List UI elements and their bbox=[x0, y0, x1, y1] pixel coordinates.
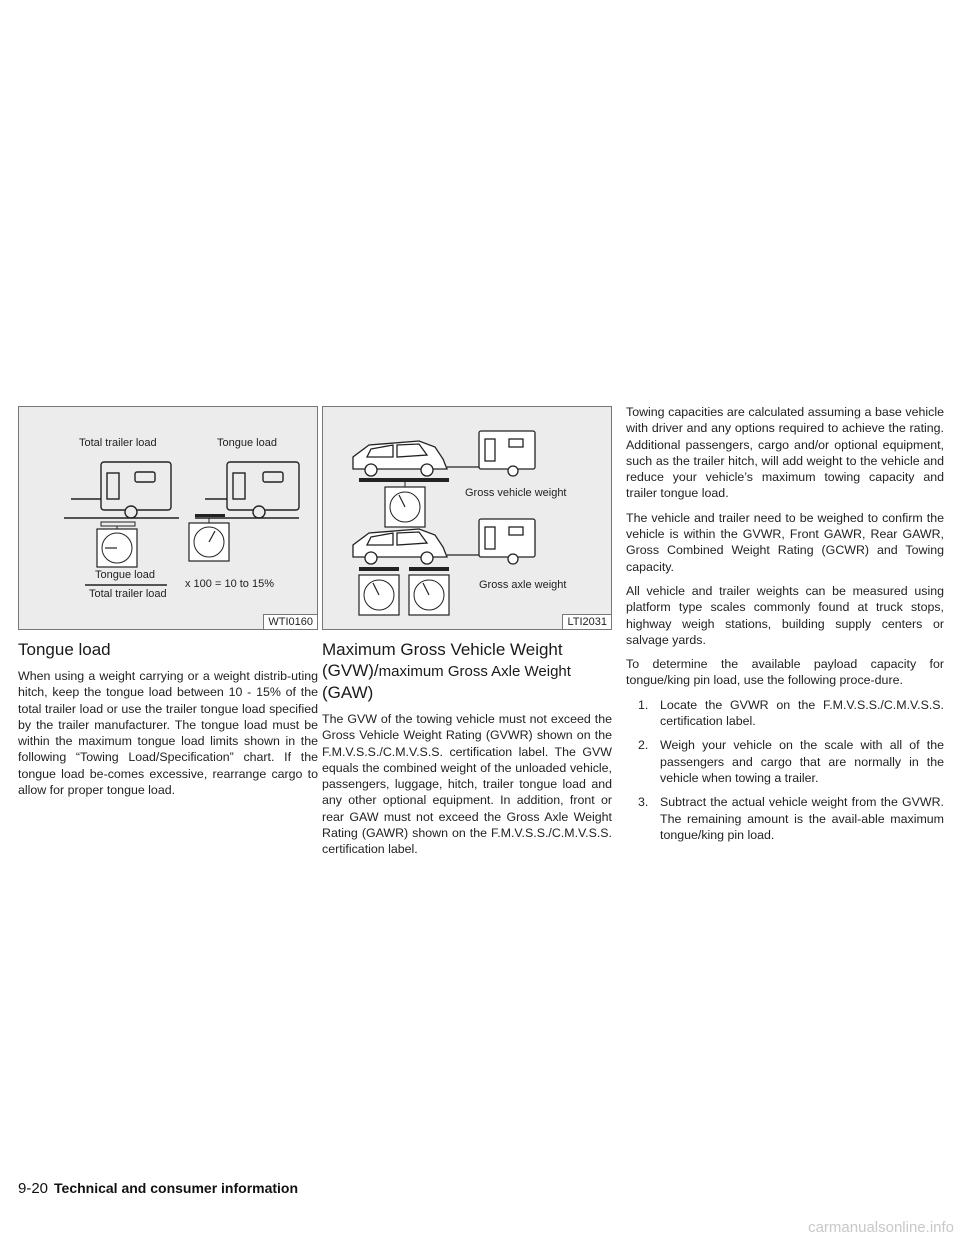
step-number: 2. bbox=[638, 738, 649, 753]
step-text: Weigh your vehicle on the scale with all of the passengers and cargo that are normally in the vehicle when towing a trailer. bbox=[660, 738, 944, 785]
heading-part-3: (GAW) bbox=[322, 683, 374, 702]
label-gross-axle-weight: Gross axle weight bbox=[479, 579, 567, 591]
body-paragraph: When using a weight carrying or a weight distrib-uting hitch, keep the tongue load between 10 - 15% of the total trailer load or use the trailer tongue load specified by the trailer manufacturer. The tongue load must be within the maximum tongue load limits shown in the following “Towing Load/Specification” chart. If the tongue load be-comes excessive, rearrange cargo to allow for proper tongue load. bbox=[18, 669, 318, 798]
heading-part-2: maximum Gross Axle Weight bbox=[378, 663, 571, 680]
procedure-step bbox=[626, 697, 944, 730]
paragraph-weigh-vehicle: The vehicle and trailer need to be weighed to confirm the vehicle is within the GVWR, Front GAWR, Rear GAWR, Gross Combined Weight Rating (GCWR) and Towing capacity. bbox=[626, 510, 944, 574]
figure-code: LTI2031 bbox=[562, 614, 611, 629]
section-title: Technical and consumer information bbox=[54, 1180, 299, 1196]
gvw-gaw-figure bbox=[322, 406, 612, 630]
formula-denominator: Total trailer load bbox=[89, 588, 167, 600]
bottom-vehicle-drawing bbox=[353, 519, 535, 564]
heading-part-1: Maximum Gross Vehicle Weight (GVW)/ bbox=[322, 640, 563, 680]
label-gross-vehicle-weight: Gross vehicle weight bbox=[465, 487, 567, 499]
column-tongue-load bbox=[18, 406, 318, 806]
section-heading bbox=[322, 639, 612, 703]
column-gvw-gaw bbox=[322, 406, 612, 866]
paragraph-towing-capacities: Towing capacities are calculated assuming a base vehicle with driver and any options required to achieve the rating. Additional passengers, cargo and/or optional equipment, such as the trailer hitch, will add weight to the vehicle and reduce your vehicle’s maximum towing capacity and trailer tongue load. bbox=[626, 405, 944, 501]
gvw-gaw-illustration bbox=[323, 407, 613, 631]
column-towing-capacity bbox=[626, 404, 944, 851]
bottom-scales-drawing bbox=[359, 575, 449, 615]
procedure-steps bbox=[626, 697, 944, 843]
step-number: 3. bbox=[638, 795, 649, 810]
right-trailer-drawing bbox=[205, 462, 299, 518]
procedure-step bbox=[626, 737, 944, 786]
top-vehicle-drawing bbox=[353, 431, 535, 476]
label-tongue-load: Tongue load bbox=[217, 437, 277, 449]
page-number: 9-20 bbox=[18, 1180, 49, 1197]
formula-result: x 100 = 10 to 15% bbox=[185, 578, 274, 590]
top-scale-drawing bbox=[385, 487, 425, 527]
tongue-load-figure bbox=[18, 406, 318, 630]
body-paragraph: The GVW of the towing vehicle must not exceed the Gross Vehicle Weight Rating (GVWR) shown on the F.M.V.S.S./C.M.V.S.S. certification label. The GVW equals the combined weight of the unloaded vehicle, passengers, luggage, hitch, trailer tongue load and any other optional equipment. In addition, front or rear GAW must not exceed the Gross Axle Weight Rating (GAWR) shown on the F.M.V.S.S./C.M.V.S.S. certification label. bbox=[322, 712, 612, 857]
step-number: 1. bbox=[638, 697, 649, 712]
procedure-step bbox=[626, 794, 944, 843]
step-text: Subtract the actual vehicle weight from the GVWR. The remaining amount is the avail-able maximum tongue/king pin load. bbox=[660, 795, 944, 842]
step-text: Locate the GVWR on the F.M.V.S.S./C.M.V.S.S. certification label. bbox=[660, 697, 944, 729]
left-trailer-drawing bbox=[71, 462, 171, 518]
label-total-trailer-load: Total trailer load bbox=[79, 437, 157, 449]
left-scale-drawing bbox=[97, 529, 137, 567]
section-heading: Tongue load bbox=[18, 640, 111, 659]
right-scale-drawing bbox=[189, 523, 229, 561]
paragraph-platform-scales: All vehicle and trailer weights can be measured using platform type scales commonly found at truck stops, highway weigh stations, building supply centers or salvage yards. bbox=[626, 583, 944, 647]
watermark: carmanualsonline.info bbox=[808, 1219, 954, 1236]
paragraph-procedure-intro: To determine the available payload capacity for tongue/king pin load, use the following proce-dure. bbox=[626, 657, 944, 688]
figure-code: WTI0160 bbox=[263, 614, 317, 629]
page-footer bbox=[18, 1180, 938, 1197]
formula-numerator: Tongue load bbox=[95, 569, 155, 581]
